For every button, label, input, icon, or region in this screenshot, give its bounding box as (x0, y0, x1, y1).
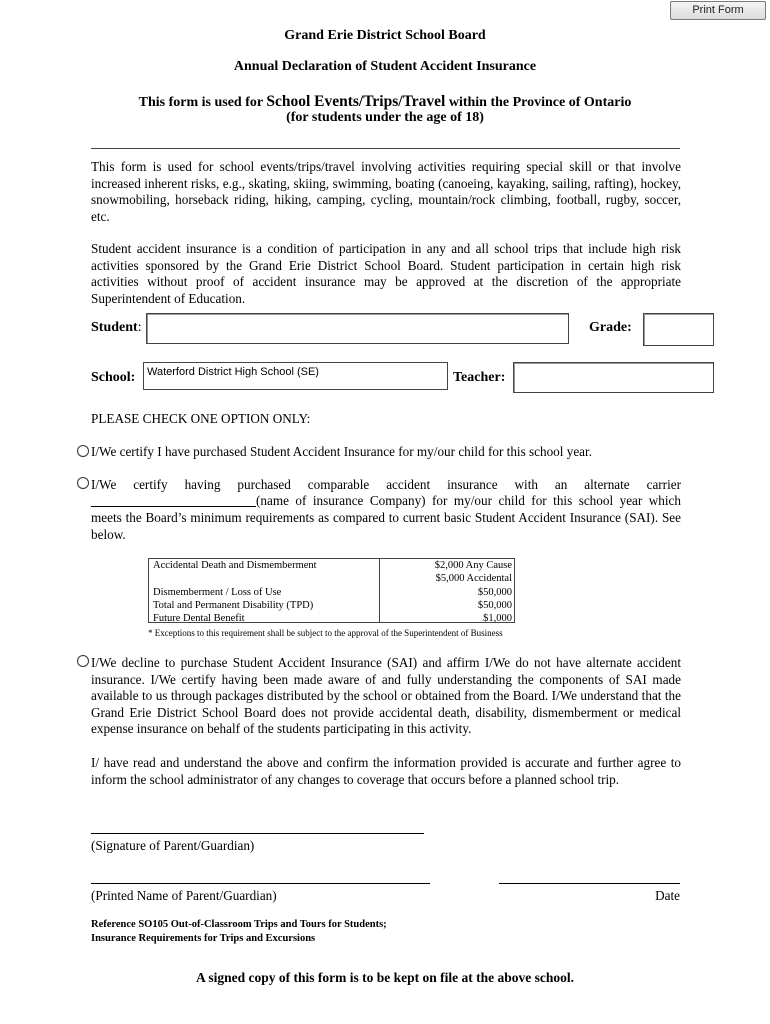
grade-input[interactable] (643, 313, 714, 346)
reference-line-1: Reference SO105 Out-of-Classroom Trips and Tours for Students; (91, 919, 387, 930)
signature-line[interactable] (91, 833, 424, 834)
option-1-radio[interactable] (77, 445, 89, 457)
coverage-amount: $50,000 (477, 599, 512, 611)
grade-label: Grade: (589, 320, 632, 335)
option-2-rest: meets the Board’s minimum requirements as compared to current basic Student Accident Insurance (SAI). See below. (91, 510, 681, 542)
date-line[interactable] (499, 883, 680, 884)
date-label: Date (655, 888, 680, 903)
form-subtitle (0, 93, 770, 111)
option-2-line-1: I/We certify having purchased comparable accident insurance with an alternate carrier (91, 477, 681, 492)
subtitle-suffix: within the Province of Ontario (445, 95, 632, 110)
school-input[interactable]: Waterford District High School (SE) (143, 362, 448, 390)
coverage-note: * Exceptions to this requirement shall be subject to the approval of the Superintendent of Business (148, 628, 503, 638)
form-subtitle-line2: (for students under the age of 18) (286, 110, 484, 125)
footer-note: A signed copy of this form is to be kept on file at the above school. (196, 970, 574, 985)
student-input[interactable] (146, 313, 569, 344)
check-one-instruction: PLEASE CHECK ONE OPTION ONLY: (91, 411, 311, 426)
coverage-item: Future Dental Benefit (153, 613, 245, 625)
intro-paragraph-1: This form is used for school events/trips/travel involving activities requiring special skill or that involve increased inherent risks, e.g., skating, skiing, swimming, boating (canoeing, kayaking, sailing, rafting), hockey, snowmobiling, horseback riding, hiking, camping, cycling, mountain/rock climbing, football, rugby, soccer, etc. (91, 159, 681, 224)
reference-line-2: Insurance Requirements for Trips and Excursions (91, 933, 316, 944)
signature-label: (Signature of Parent/Guardian) (91, 838, 255, 853)
student-label: Student: (91, 320, 142, 335)
insurance-company-line[interactable] (91, 506, 256, 507)
coverage-table-divider (379, 558, 380, 623)
subtitle-prefix: This form is used for (138, 95, 267, 110)
intro-paragraph-2: Student accident insurance is a condition of participation in any and all school trips that include high risk activities sponsored by the Grand Erie District School Board. Student participation in certain high risk activities without proof of accident insurance may be approved at the discretion of the appropriate Superintendent of Education. (91, 241, 681, 306)
teacher-input[interactable] (513, 362, 714, 393)
printed-name-label: (Printed Name of Parent/Guardian) (91, 888, 277, 903)
coverage-amount: $1,000 (483, 613, 512, 625)
option-2-line-2: (name of insurance Company) for my/our child for this school year which (256, 493, 681, 508)
coverage-item: Dismemberment / Loss of Use (153, 586, 282, 598)
org-name: Grand Erie District School Board (284, 28, 486, 43)
option-3-radio[interactable] (77, 655, 89, 667)
coverage-item: Accidental Death and Dismemberment (153, 560, 317, 571)
form-title: Annual Declaration of Student Accident Insurance (233, 59, 537, 74)
subtitle-emphasis: School Events/Trips/Travel (266, 93, 446, 110)
coverage-item: Total and Permanent Disability (TPD) (153, 599, 314, 611)
confirmation-paragraph: I/ have read and understand the above and confirm the information provided is accurate and further agree to inform the school administrator of any changes to coverage that occurs before a planned school trip. (91, 755, 681, 787)
option-2-radio[interactable] (77, 477, 89, 489)
coverage-amount: $5,000 Accidental (435, 573, 512, 585)
coverage-amount: $50,000 (477, 586, 512, 598)
option-1-text: I/We certify I have purchased Student Accident Insurance for my/our child for this school year. (91, 444, 592, 459)
coverage-amount: $2,000 Any Cause (434, 560, 512, 571)
printed-name-line[interactable] (91, 883, 430, 884)
header-divider (91, 148, 680, 149)
school-label: School: (91, 370, 136, 385)
option-3-text: I/We decline to purchase Student Accident Insurance (SAI) and affirm I/We do not have alternate accident insurance. I/We certify having been made aware of and fully understanding the components of SAI made available to us through packages distributed by the school or obtained from the Board. I/We understand that the Grand Erie District School Board does not provide accidental death, disability, dismemberment or medical expense insurance on behalf of the students participating in this activity. (91, 655, 681, 736)
coverage-table-border (148, 558, 515, 623)
teacher-label: Teacher: (453, 370, 506, 385)
print-form-button[interactable]: Print Form (670, 1, 766, 20)
